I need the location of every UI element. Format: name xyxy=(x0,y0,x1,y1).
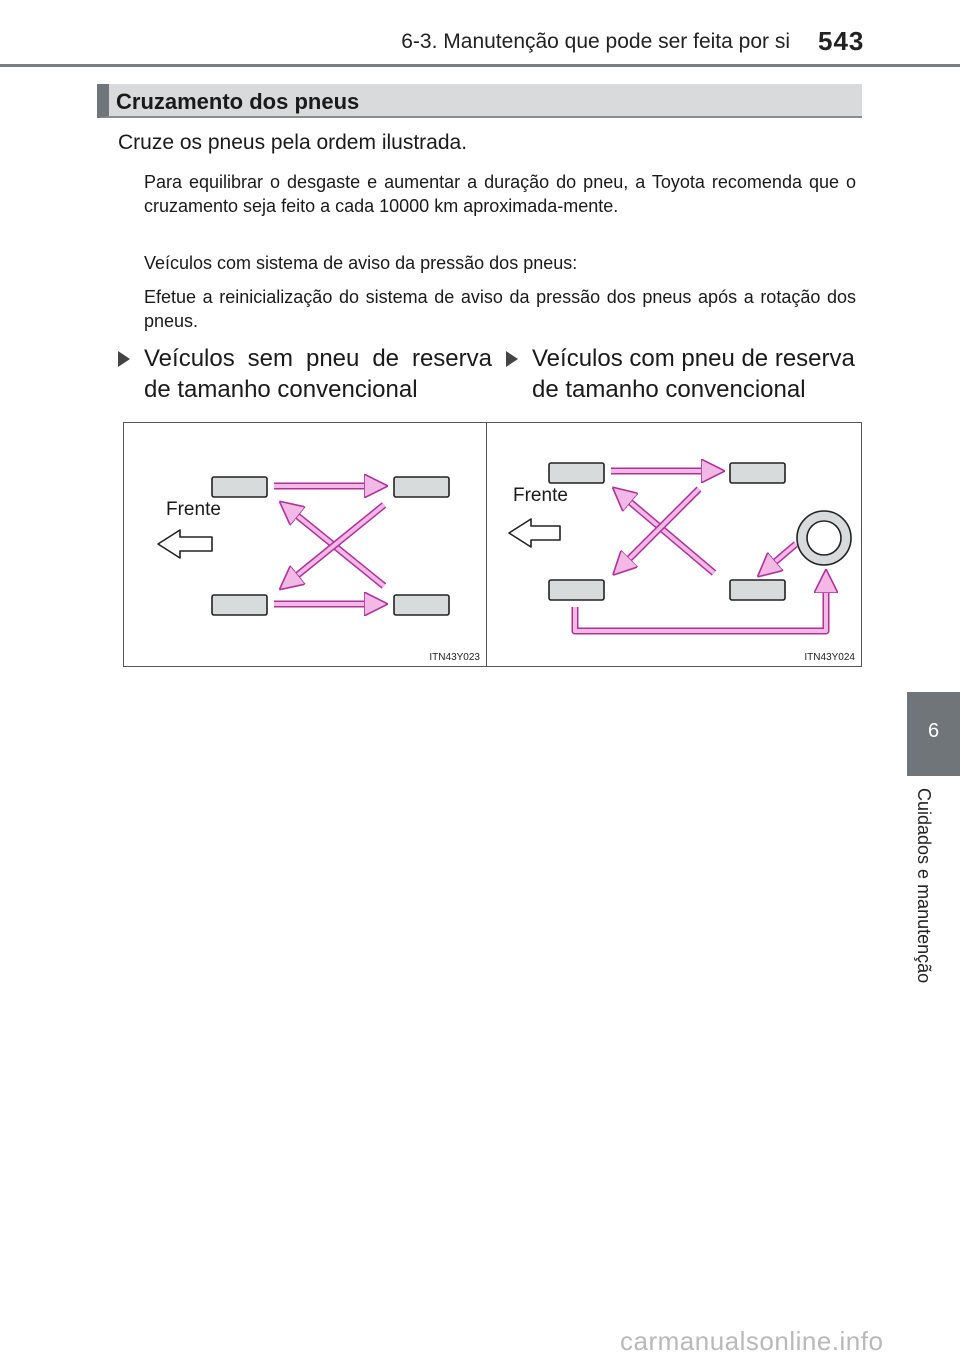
figure-code: ITN43Y024 xyxy=(804,652,855,663)
header-section-title: 6-3. Manutenção que pode ser feita por si xyxy=(401,30,790,53)
front-direction-arrow-icon xyxy=(158,530,212,558)
chapter-number: 6 xyxy=(927,720,940,742)
rotation-diagram-svg xyxy=(124,423,488,668)
tire-front-left xyxy=(212,477,267,497)
rotation-arrow-spare-in xyxy=(762,544,796,573)
tire-rear-left xyxy=(394,477,449,497)
tire-front-left xyxy=(549,463,604,483)
rotation-diagram-four-tires xyxy=(123,422,487,667)
page-number: 543 xyxy=(818,26,865,56)
tire-rear-right xyxy=(394,595,449,615)
front-label: Frente xyxy=(166,499,221,520)
paragraph-tpms-reset: Efetue a reinicialização do sistema de aviso da pressão dos pneus após a rotação dos pneus. xyxy=(144,287,856,331)
front-label: Frente xyxy=(513,485,568,506)
intro-text: Cruze os pneus pela ordem ilustrada. xyxy=(118,131,468,154)
rotation-diagram-five-tires xyxy=(487,422,862,667)
front-direction-arrow-icon xyxy=(509,519,560,547)
bullet-triangle-icon xyxy=(118,351,130,367)
watermark: carmanualsonline.info xyxy=(620,1326,884,1356)
tire-front-right xyxy=(212,595,267,615)
spare-tire xyxy=(797,511,851,565)
bullet-with-spare xyxy=(532,343,858,405)
rotation-arrow-spare-out xyxy=(575,575,826,631)
tire-rear-right xyxy=(730,580,785,600)
paragraph-rotation-interval: Para equilibrar o desgaste e aumentar a duração do pneu, a Toyota recomenda que o cruzamento seja feito a cada 10000 km aproximada-mente. xyxy=(144,172,856,216)
tire-front-right xyxy=(549,580,604,600)
bullet-label: Veículos sem pneu de reserva de tamanho convencional xyxy=(144,345,492,403)
chapter-title: Cuidados e manutenção xyxy=(914,788,934,984)
rotation-diagram-svg xyxy=(487,423,862,668)
chapter-tab xyxy=(907,692,960,776)
section-title: Cruzamento dos pneus xyxy=(116,89,360,114)
figure-code: ITN43Y023 xyxy=(429,652,480,663)
bullet-triangle-icon xyxy=(506,351,518,367)
bullet-label: Veículos com pneu de reserva de tamanho convencional xyxy=(532,345,855,403)
bullet-without-spare xyxy=(144,343,492,405)
header-divider xyxy=(0,64,960,67)
tire-rear-left xyxy=(730,463,785,483)
paragraph-tpms-heading: Veículos com sistema de aviso da pressão dos pneus: xyxy=(144,253,578,273)
